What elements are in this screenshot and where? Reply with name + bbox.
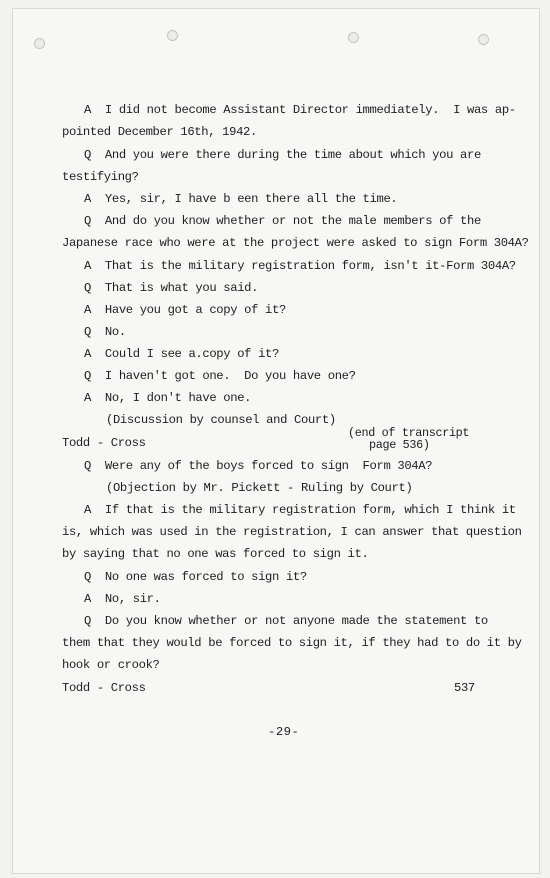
transcript-line: by saying that no one was forced to sign it. [62, 547, 369, 561]
transcript-line: A Yes, sir, I have b een there all the time. [84, 192, 398, 206]
page-number: -29- [268, 725, 300, 739]
transcript-line: is, which was used in the registration, I can answer that question [62, 525, 522, 539]
punch-hole [167, 30, 178, 41]
transcript-line: A Could I see a.copy of it? [84, 347, 279, 361]
witness-heading: Todd - Cross [62, 681, 146, 695]
transcript-line: Q Were any of the boys forced to sign Form 304A? [84, 459, 433, 473]
transcript-page-number: 537 [454, 681, 475, 695]
punch-hole [34, 38, 45, 49]
transcript-line: A Have you got a copy of it? [84, 303, 286, 317]
transcript-line: (Objection by Mr. Pickett - Ruling by Court) [106, 481, 413, 495]
transcript-line: (Discussion by counsel and Court) [106, 413, 336, 427]
transcript-line: A If that is the military registration form, which I think it [84, 503, 516, 517]
transcript-line: Q No. [84, 325, 126, 339]
transcript-note: page 536) [369, 438, 430, 452]
transcript-line: them that they would be forced to sign it, if they had to do it by [62, 636, 522, 650]
transcript-line: hook or crook? [62, 658, 160, 672]
transcript-line: Q And do you know whether or not the male members of the [84, 214, 481, 228]
transcript-line: testifying? [62, 170, 139, 184]
transcript-line: A No, sir. [84, 592, 161, 606]
transcript-note: (end of transcript [348, 426, 470, 440]
transcript-line: A I did not become Assistant Director immediately. I was ap- [84, 103, 516, 117]
transcript-line: Japanese race who were at the project were asked to sign Form 304A? [62, 236, 529, 250]
witness-heading: Todd - Cross [62, 436, 146, 450]
transcript-line: pointed December 16th, 1942. [62, 125, 257, 139]
transcript-line: Q That is what you said. [84, 281, 259, 295]
transcript-line: Q Do you know whether or not anyone made the statement to [84, 614, 488, 628]
transcript-line: A That is the military registration form, isn't it-Form 304A? [84, 259, 516, 273]
transcript-line: Q And you were there during the time about which you are [84, 148, 481, 162]
transcript-line: Q I haven't got one. Do you have one? [84, 369, 356, 383]
transcript-line: Q No one was forced to sign it? [84, 570, 307, 584]
transcript-line: A No, I don't have one. [84, 391, 252, 405]
punch-hole [348, 32, 359, 43]
punch-hole [478, 34, 489, 45]
